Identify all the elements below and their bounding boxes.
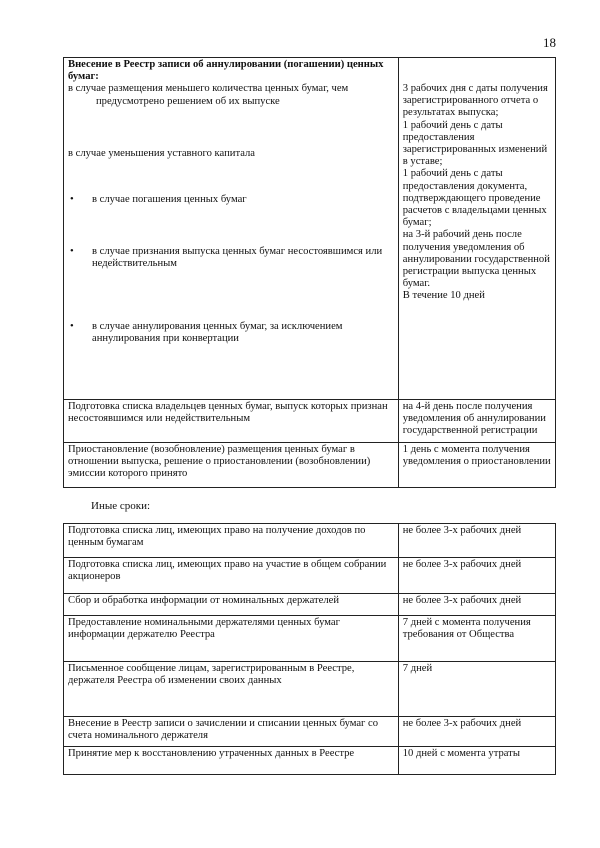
table-row [64,594,556,616]
row-term: 7 дней с момента получения требования от Общества [398,616,555,662]
bullet-invalid-issue-text: в случае признания выпуска ценных бумаг несостоявшимся или недействительным [92,246,383,270]
annulment-terms-cell [398,58,555,400]
table-row [64,58,556,400]
row-term [398,443,555,488]
row-term: не более 3-х рабочих дней [398,717,555,747]
row-term-text: 1 день с момента получения уведомления о приостановлении [402,444,551,468]
row-name: Подготовка списка лиц, имеющих право на участие в общем собрании акционеров [64,558,399,594]
bullet-cancellation [68,321,394,345]
case-fewer-securities-cont: предусмотрено решением об их выпуске [96,95,280,107]
row-name: Подготовка списка лиц, имеющих право на получение доходов по ценным бумагам [64,524,399,558]
annulment-title: Внесение в Реестр записи об аннулировании (погашении) ценных бумаг: [68,59,384,83]
row-term: на 4-й день после получения уведомления об аннулировании государственной регистрации [398,400,555,443]
bullet-icon: • [70,246,74,258]
row-name: Подготовка списка владельцев ценных бумаг, выпуск которых признан несостоявшимся или недействительным [64,400,399,443]
row-name: Принятие мер к восстановлению утраченных данных в Реестре [64,747,399,775]
annulment-terms-text: 3 рабочих дня с даты получения зарегистрированного отчета о результатах выпуска; 1 рабочий день с даты предоставления зарегистрированных изменений в уставе; 1 рабочий день с даты предоставления документа, подтверждающего проведение расчетов с владельцами ценных бумаг; на 3-й рабочий день после получения уведомления об аннулировании государственной регистрации выпуска ценных бумаг. В течение 10 дней [402,83,550,302]
bullet-icon: • [70,320,74,332]
page-number: 18 [543,35,556,50]
annulment-terms-table [63,57,556,488]
case-capital-reduction: в случае уменьшения уставного капитала [68,147,255,159]
case-fewer-securities: в случае размещения меньшего количества ценных бумаг, чем [68,83,349,95]
row-term: 7 дней [398,662,555,717]
bullet-redemption-text: в случае погашения ценных бумаг [92,194,247,206]
bullet-redemption [68,194,394,206]
table-row [64,443,556,488]
table-row [64,400,556,443]
other-terms-table [63,523,556,775]
bullet-invalid-issue [68,246,394,270]
other-terms-label: Иные сроки: [91,500,151,512]
row-name: Сбор и обработка информации от номинальных держателей [64,594,399,616]
row-term: 10 дней с момента утраты [398,747,555,775]
table-row [64,524,556,558]
table-row [64,558,556,594]
table-row [64,662,556,717]
annulment-cases-cell [64,58,399,400]
row-term: не более 3-х рабочих дней [398,594,555,616]
table-row [64,717,556,747]
bullet-cancellation-text: в случае аннулирования ценных бумаг, за исключением аннулирования при конвертации [92,320,343,344]
row-term: не более 3-х рабочих дней [398,558,555,594]
row-name: Приостановление (возобновление) размещения ценных бумаг в отношении выпуска, решение о приостановлении (возобновлении) эмиссии которого принято [64,443,399,488]
bullet-icon: • [70,194,74,206]
table-row [64,616,556,662]
row-term: не более 3-х рабочих дней [398,524,555,558]
row-name: Письменное сообщение лицам, зарегистрированным в Реестре, держателя Реестра об изменении своих данных [64,662,399,717]
row-name: Предоставление номинальными держателями ценных бумаг информации держателю Реестра [64,616,399,662]
row-name: Внесение в Реестр записи о зачислении и списании ценных бумаг со счета номинального держателя [64,717,399,747]
table-row [64,747,556,775]
